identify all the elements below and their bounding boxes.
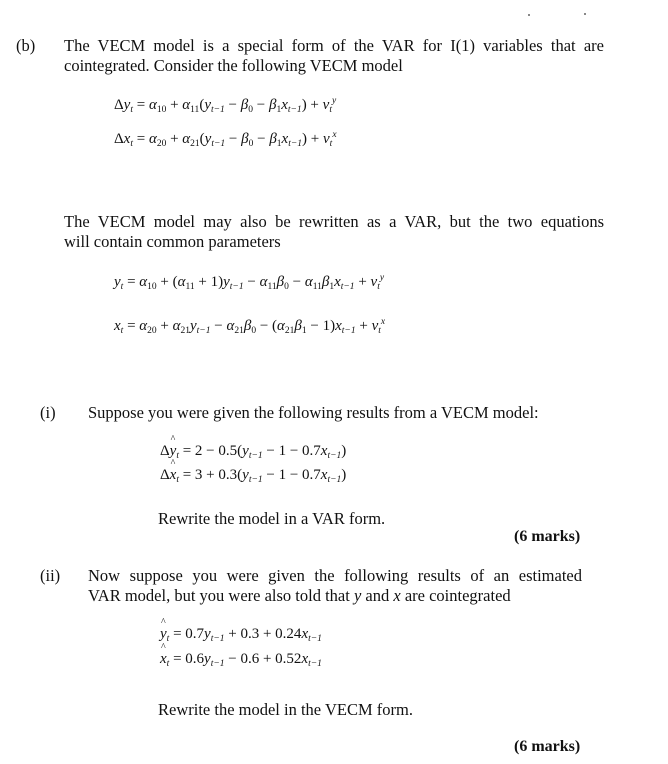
part-ii-question-line2 bbox=[88, 586, 582, 606]
part-ii-text: and bbox=[365, 586, 390, 605]
part-ii-question-line1: Now suppose you were given the following results of an estimated bbox=[88, 566, 582, 585]
part-ii-label: (ii) bbox=[40, 566, 61, 585]
part-ii-marks: (6 marks) bbox=[514, 738, 581, 755]
part-b-intro-line2: cointegrated. Consider the following VECM model bbox=[64, 56, 403, 75]
variable-x: x bbox=[393, 586, 401, 605]
part-i-label: (i) bbox=[40, 403, 56, 422]
part-i-question: Suppose you were given the following results from a VECM model: bbox=[88, 403, 539, 422]
var-result-x: x $\^{}_t = 0.6y_{t-1} - 0.6 + 0.52x_{t-1}$ bbox=[160, 651, 322, 668]
variable-y: y bbox=[353, 586, 362, 605]
part-ii-text: VAR model, but you were also told that bbox=[88, 586, 350, 605]
part-b-rewrite-line1: The VECM model may also be rewritten as a VAR, but the two equations bbox=[64, 212, 604, 231]
vecm-equation-y: $\Delta y_t = \alpha_{10} + \alpha_{11}(y_{t-1} - \beta_0 - \beta_1x_{t-1}) + v_t^y$ bbox=[114, 96, 337, 115]
part-ii-text: are cointegrated bbox=[404, 586, 511, 605]
vecm-equation-x: $\Delta x_t = \alpha_{20} + \alpha_{21}(y_{t-1} - \beta_0 - \beta_1x_{t-1}) + v_t^x$ bbox=[114, 130, 337, 149]
part-b-intro-line1: The VECM model is a special form of the VAR for I(1) variables that are bbox=[64, 36, 604, 55]
scan-speck bbox=[528, 14, 530, 16]
part-b-intro bbox=[64, 36, 604, 76]
var-equation-y: $y_t = \alpha_{10} + (\alpha_{11} + 1)y_{t-1} - \alpha_{11}\beta_0 - \alpha_{11}\beta_1x_{t-1} + v_t^y$ bbox=[114, 273, 385, 292]
vecm-result-y: Δy $\^{}_t = 2 - 0.5(y_{t-1} - 1 - 0.7x_{t-1})$ bbox=[160, 443, 346, 460]
part-i-instruction: Rewrite the model in a VAR form. bbox=[158, 509, 386, 528]
part-i-marks: (6 marks) bbox=[514, 528, 581, 545]
part-b-rewrite bbox=[64, 212, 604, 252]
vecm-result-x: Δx $\^{}_t = 3 + 0.3(y_{t-1} - 1 - 0.7x_{t-1})$ bbox=[160, 467, 346, 484]
part-ii-question bbox=[88, 566, 582, 606]
part-b-label: (b) bbox=[16, 36, 36, 55]
var-equation-x: $x_t = \alpha_{20} + \alpha_{21}y_{t-1} - \alpha_{21}\beta_0 - (\alpha_{21}\beta_1 - 1)x_{t-1} + v_t^x$ bbox=[114, 317, 386, 336]
scan-speck bbox=[584, 13, 586, 15]
part-b-rewrite-line2: will contain common parameters bbox=[64, 232, 281, 251]
var-result-y: y $\^{}_t = 0.7y_{t-1} + 0.3 + 0.24x_{t-1}$ bbox=[160, 626, 322, 643]
part-ii-instruction: Rewrite the model in the VECM form. bbox=[158, 700, 413, 719]
